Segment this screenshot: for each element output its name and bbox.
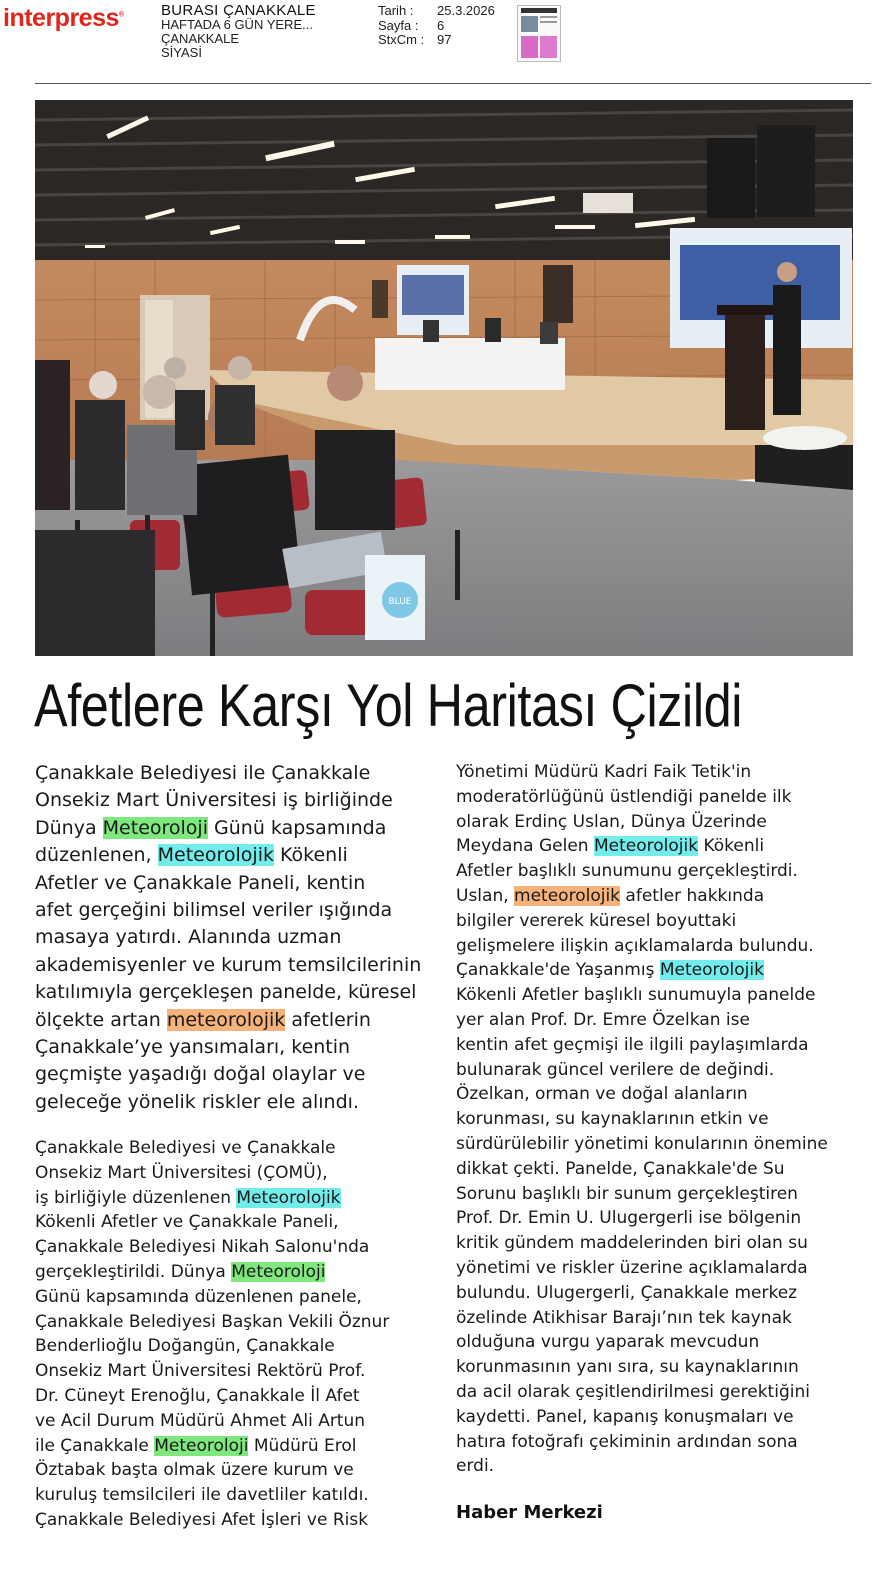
text-line [456, 1355, 856, 1380]
text-segment: yönetimi ve riskler üzerine açıklamalarda [456, 1257, 808, 1278]
text-line [456, 760, 856, 785]
text-segment: gelişmelere ilişkin açıklamalarda bulundu. [456, 935, 814, 956]
text-segment: katılımıyla gerçekleşen panelde, küresel [35, 981, 417, 1004]
text-segment: Onsekiz Mart Üniversitesi (ÇOMÜ), [35, 1162, 328, 1183]
text-segment: ölçekte artan [35, 1008, 167, 1031]
text-segment: Müdürü Erol [248, 1435, 357, 1456]
text-segment: bulundu. Ulugergerli, Çanakkale merkez [456, 1282, 798, 1303]
text-line [35, 815, 427, 842]
publication-info [161, 4, 316, 60]
text-line [35, 1161, 427, 1186]
text-line [35, 1384, 427, 1409]
highlighted-keyword: Meteoroloji [154, 1435, 249, 1456]
text-segment: Sorunu başlıklı bir sunum gerçekleştiren [456, 1183, 798, 1204]
stxcm-value: 97 [437, 32, 452, 47]
text-line [35, 870, 427, 897]
text-line [35, 952, 427, 979]
highlighted-keyword: meteorolojik [166, 1008, 286, 1031]
highlighted-keyword: Meteoroloji [102, 816, 208, 839]
text-segment: korunmasının yanı sıra, su kaynaklarının [456, 1357, 799, 1378]
text-line [456, 934, 856, 959]
article-lead-paragraph [35, 760, 427, 1116]
page-label: Sayfa : [378, 17, 419, 33]
text-line [456, 1157, 856, 1182]
text-segment: geçmişte yaşadığı doğal olaylar ve [35, 1063, 366, 1086]
interpress-logo: interpress® [3, 4, 124, 32]
text-segment: hatıra fotoğrafı çekiminin ardından sona [456, 1431, 798, 1452]
text-segment: kritik gündem maddelerinden biri olan su [456, 1233, 808, 1254]
text-line [35, 1007, 427, 1034]
text-segment: Kökenli [273, 844, 348, 867]
article-headline: Afetlere Karşı Yol Haritası Çizildi [34, 672, 743, 739]
text-line [35, 1334, 427, 1359]
article-body-continued [456, 760, 856, 1479]
page-value: 6 [437, 17, 445, 33]
publication-city: ÇANAKKALE [161, 31, 240, 46]
text-line [35, 1409, 427, 1434]
text-segment: Meydana Gelen [456, 836, 594, 857]
text-line [456, 1231, 856, 1256]
text-line [456, 1330, 856, 1355]
text-line [35, 979, 427, 1006]
text-segment: afetler hakkında [620, 885, 765, 906]
text-segment: Dr. Cüneyt Erenoğlu, Çanakkale İl Afet [35, 1385, 360, 1406]
text-line [35, 1061, 427, 1088]
text-line [35, 842, 427, 869]
text-line [456, 1256, 856, 1281]
text-line [456, 1454, 856, 1479]
text-segment: akademisyenler ve kurum temsilcilerinin [35, 953, 422, 976]
text-segment: Kökenli [698, 836, 765, 857]
text-segment: özelinde Atikhisar Barajı’nın tek kaynak [456, 1307, 792, 1328]
text-line [35, 1034, 427, 1061]
text-segment: bilgiler vererek küresel boyuttaki [456, 910, 737, 931]
text-segment: Afetler ve Çanakkale Paneli, kentin [35, 871, 366, 894]
page-thumbnail[interactable] [517, 5, 561, 62]
text-segment: geleceğe yönelik riskler ele alındı. [35, 1090, 359, 1113]
text-segment: erdi. [456, 1456, 495, 1477]
text-segment: Onsekiz Mart Üniversitesi iş birliğinde [35, 789, 393, 812]
text-line [35, 1458, 427, 1483]
text-segment: Çanakkale Belediyesi Başkan Vekili Öznur [35, 1311, 390, 1332]
text-line [456, 1107, 856, 1132]
clipping-meta [378, 4, 495, 48]
text-segment: ve Acil Durum Müdürü Ahmet Ali Artun [35, 1410, 366, 1431]
text-segment: moderatörlüğünü üstlendiği panelde ilk [456, 786, 792, 807]
publication-frequency: HAFTADA 6 GÜN YERE... [161, 17, 313, 32]
text-segment: kuruluş temsilcileri ile davetliler katıldı. [35, 1485, 369, 1506]
text-segment: afetlerin [285, 1008, 371, 1031]
text-line [456, 1033, 856, 1058]
highlighted-keyword: Meteorolojik [236, 1187, 341, 1208]
text-line [35, 924, 427, 951]
text-line [35, 1508, 427, 1533]
text-line [35, 1210, 427, 1235]
text-line [456, 1281, 856, 1306]
text-line [456, 1058, 856, 1083]
text-line [35, 1434, 427, 1459]
text-segment: düzenlenen, [35, 844, 158, 867]
text-segment: da acil olarak çeşitlendirilmesi gerektiğini [456, 1381, 810, 1402]
highlighted-keyword: Meteorolojik [157, 844, 274, 867]
text-segment: Yönetimi Müdürü Kadri Faik Tetik'in [456, 762, 752, 782]
text-line [456, 909, 856, 934]
text-line [456, 1082, 856, 1107]
publication-name: BURASI ÇANAKKALE [161, 2, 316, 19]
text-segment: Çanakkale Belediyesi ve Çanakkale [35, 1138, 336, 1158]
text-segment: kentin afet geçmişi ile ilgili paylaşımlarda [456, 1034, 809, 1055]
text-segment: yer alan Prof. Dr. Emre Özelkan ise [456, 1009, 750, 1030]
text-line [35, 1089, 427, 1116]
article-body-paragraph [35, 1136, 427, 1533]
date-label: Tarih : [378, 3, 414, 18]
article-author: Haber Merkezi [456, 1502, 603, 1523]
header-divider [35, 83, 871, 84]
text-segment: Kökenli Afetler ve Çanakkale Paneli, [35, 1212, 339, 1233]
text-segment: Onsekiz Mart Üniversitesi Rektörü Prof. [35, 1361, 366, 1382]
text-line [35, 1235, 427, 1260]
text-line [35, 760, 427, 787]
text-line [456, 1008, 856, 1033]
text-line [35, 1285, 427, 1310]
text-line [35, 787, 427, 814]
gift-bag-label: BLUE [388, 597, 412, 607]
text-segment: Özelkan, orman ve doğal alanların [456, 1084, 748, 1105]
highlighted-keyword: meteorolojik [514, 885, 621, 906]
stxcm-label: StxCm : [378, 32, 425, 47]
article-photo [35, 100, 853, 656]
text-line [456, 1306, 856, 1331]
text-line [456, 810, 856, 835]
text-segment: Kökenli Afetler başlıklı sunumuyla panelde [456, 985, 816, 1006]
text-segment: afet gerçeğini bilimsel veriler ışığında [35, 899, 393, 922]
text-segment: masaya yatırdı. Alanında uzman [35, 926, 342, 949]
text-segment: Çanakkale Belediyesi ile Çanakkale [35, 762, 371, 784]
text-segment: korunması, su kaynaklarının etkin ve [456, 1109, 769, 1130]
text-segment: ile Çanakkale [35, 1435, 155, 1456]
text-line [35, 1186, 427, 1211]
text-segment: Dünya [35, 816, 103, 839]
text-segment: Çanakkale Belediyesi Nikah Salonu'nda [35, 1237, 370, 1258]
text-segment: olduğuna vurgu yaparak mevcudun [456, 1332, 760, 1353]
text-line [456, 785, 856, 810]
text-segment: Benderlioğlu Doğangün, Çanakkale [35, 1336, 335, 1357]
text-line [456, 958, 856, 983]
highlighted-keyword: Meteoroloji [231, 1261, 326, 1282]
text-line [456, 1132, 856, 1157]
text-segment: Çanakkale'de Yaşanmış [456, 960, 660, 981]
highlighted-keyword: Meteorolojik [659, 960, 764, 981]
date-value: 25.3.2026 [437, 3, 495, 18]
text-line [456, 983, 856, 1008]
text-line [456, 1380, 856, 1405]
text-line [35, 1359, 427, 1384]
text-segment: Günü kapsamında düzenlenen panele, [35, 1286, 362, 1307]
text-segment: Prof. Dr. Emin U. Ulugergerli ise bölgenin [456, 1208, 802, 1229]
text-line [35, 1260, 427, 1285]
text-line [456, 1405, 856, 1430]
text-line [456, 1430, 856, 1455]
text-segment: Öztabak başta olmak üzere kurum ve [35, 1460, 354, 1481]
text-line [456, 1182, 856, 1207]
text-line [35, 897, 427, 924]
text-line [456, 1206, 856, 1231]
text-segment: kaydetti. Panel, kapanış konuşmaları ve [456, 1406, 794, 1427]
text-segment: sürdürülebilir yönetimi konularının önemine [456, 1133, 828, 1154]
text-segment: olarak Erdinç Uslan, Dünya Üzerinde [456, 811, 767, 832]
text-line [35, 1136, 427, 1161]
text-segment: Çanakkale’ye yansımaları, kentin [35, 1036, 351, 1059]
text-segment: gerçekleştirildi. Dünya [35, 1261, 232, 1282]
highlighted-keyword: Meteorolojik [593, 836, 699, 857]
text-segment: Afetler başlıklı sunumunu gerçekleştirdi. [456, 861, 798, 882]
text-segment: iş birliğiyle düzenlenen [35, 1187, 237, 1208]
publication-category: SİYASİ [161, 45, 202, 60]
text-segment: bulunarak güncel verilere de değindi. [456, 1059, 775, 1080]
text-segment: Çanakkale Belediyesi Afet İşleri ve Risk [35, 1509, 369, 1530]
text-line [456, 884, 856, 909]
text-segment: Günü kapsamında [207, 816, 387, 839]
text-line [35, 1310, 427, 1335]
text-line [35, 1483, 427, 1508]
text-segment: dikkat çekti. Panelde, Çanakkale'de Su [456, 1158, 785, 1179]
text-segment: Uslan, [456, 885, 515, 906]
text-line [456, 859, 856, 884]
text-line [456, 834, 856, 859]
